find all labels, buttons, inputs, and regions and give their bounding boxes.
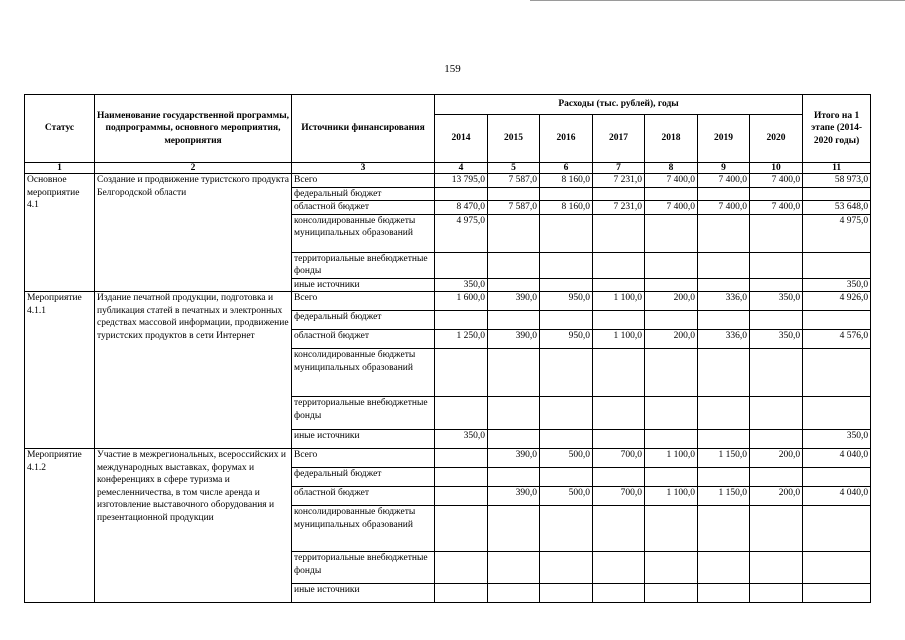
year-value-cell xyxy=(698,252,750,278)
funding-source-cell: Всего xyxy=(292,174,435,188)
year-value-cell xyxy=(540,397,593,430)
year-value-cell xyxy=(750,397,803,430)
year-value-cell xyxy=(698,278,750,292)
year-value-cell xyxy=(645,252,698,278)
year-value-cell xyxy=(488,252,540,278)
year-value-cell xyxy=(488,397,540,430)
year-value-cell xyxy=(593,552,645,584)
header-year: 2015 xyxy=(488,115,540,163)
year-value-cell: 1 250,0 xyxy=(435,330,488,349)
year-value-cell xyxy=(750,506,803,552)
year-value-cell xyxy=(540,584,593,603)
year-value-cell xyxy=(645,430,698,449)
total-value-cell: 53 648,0 xyxy=(803,201,871,215)
status-cell: Мероприятие 4.1.1 xyxy=(25,292,95,449)
funding-source-cell: иные источники xyxy=(292,278,435,292)
year-value-cell xyxy=(750,252,803,278)
status-cell: Основное мероприятие 4.1 xyxy=(25,174,95,292)
year-value-cell xyxy=(488,584,540,603)
year-value-cell: 7 400,0 xyxy=(698,201,750,215)
funding-source-cell: федеральный бюджет xyxy=(292,468,435,487)
year-value-cell: 1 100,0 xyxy=(593,330,645,349)
column-number: 5 xyxy=(488,163,540,174)
year-value-cell xyxy=(645,349,698,397)
table-row xyxy=(25,292,871,311)
activity-name-cell: Издание печатной продукции, подготовка и публикация статей в печатных и электронных средствах массовой информации, продвижение туристских продуктов в сети Интернет xyxy=(95,292,292,449)
total-value-cell: 4 576,0 xyxy=(803,330,871,349)
year-value-cell xyxy=(435,506,488,552)
total-value-cell xyxy=(803,397,871,430)
column-number: 10 xyxy=(750,163,803,174)
year-value-cell xyxy=(750,430,803,449)
year-value-cell xyxy=(488,214,540,252)
year-value-cell: 7 587,0 xyxy=(488,201,540,215)
funding-source-cell: иные источники xyxy=(292,430,435,449)
year-value-cell xyxy=(540,349,593,397)
year-value-cell xyxy=(488,506,540,552)
total-value-cell: 4 040,0 xyxy=(803,487,871,506)
column-number: 8 xyxy=(645,163,698,174)
total-value-cell xyxy=(803,252,871,278)
year-value-cell: 390,0 xyxy=(488,330,540,349)
header-sources: Источники финансирования xyxy=(292,95,435,163)
column-number: 7 xyxy=(593,163,645,174)
funding-source-cell: иные источники xyxy=(292,584,435,603)
total-value-cell: 350,0 xyxy=(803,278,871,292)
year-value-cell xyxy=(698,349,750,397)
funding-source-cell: Всего xyxy=(292,292,435,311)
funding-source-cell: территориальные внебюджетные фонды xyxy=(292,552,435,584)
year-value-cell: 500,0 xyxy=(540,449,593,468)
header-year: 2020 xyxy=(750,115,803,163)
year-value-cell xyxy=(593,311,645,330)
year-value-cell: 700,0 xyxy=(593,487,645,506)
year-value-cell xyxy=(540,430,593,449)
year-value-cell xyxy=(645,311,698,330)
year-value-cell: 200,0 xyxy=(750,487,803,506)
year-value-cell xyxy=(540,311,593,330)
year-value-cell xyxy=(488,468,540,487)
year-value-cell xyxy=(593,506,645,552)
total-value-cell xyxy=(803,506,871,552)
year-value-cell: 350,0 xyxy=(750,330,803,349)
year-value-cell xyxy=(698,214,750,252)
header-expenses: Расходы (тыс. рублей), годы xyxy=(435,95,803,115)
column-number: 1 xyxy=(25,163,95,174)
year-value-cell: 500,0 xyxy=(540,487,593,506)
year-value-cell xyxy=(435,468,488,487)
table-row xyxy=(25,449,871,468)
year-value-cell xyxy=(435,311,488,330)
year-value-cell xyxy=(435,552,488,584)
total-value-cell: 4 926,0 xyxy=(803,292,871,311)
year-value-cell xyxy=(645,552,698,584)
year-value-cell: 336,0 xyxy=(698,292,750,311)
column-number: 11 xyxy=(803,163,871,174)
funding-source-cell: консолидированные бюджеты муниципальных образований xyxy=(292,506,435,552)
year-value-cell: 200,0 xyxy=(645,292,698,311)
year-value-cell xyxy=(750,278,803,292)
year-value-cell xyxy=(435,349,488,397)
header-year: 2014 xyxy=(435,115,488,163)
year-value-cell: 8 160,0 xyxy=(540,174,593,188)
year-value-cell: 4 975,0 xyxy=(435,214,488,252)
year-value-cell xyxy=(488,187,540,201)
column-number: 6 xyxy=(540,163,593,174)
year-value-cell xyxy=(645,187,698,201)
year-value-cell xyxy=(488,430,540,449)
year-value-cell xyxy=(750,214,803,252)
year-value-cell: 350,0 xyxy=(750,292,803,311)
year-value-cell xyxy=(540,187,593,201)
header-name: Наименование государственной программы, подпрограммы, основного мероприятия, мероприятия xyxy=(95,95,292,163)
funding-source-cell: территориальные внебюджетные фонды xyxy=(292,252,435,278)
year-value-cell: 200,0 xyxy=(645,330,698,349)
total-value-cell xyxy=(803,349,871,397)
year-value-cell xyxy=(645,584,698,603)
year-value-cell: 7 400,0 xyxy=(645,174,698,188)
year-value-cell: 1 150,0 xyxy=(698,487,750,506)
year-value-cell: 7 231,0 xyxy=(593,174,645,188)
total-value-cell xyxy=(803,187,871,201)
year-value-cell: 390,0 xyxy=(488,449,540,468)
year-value-cell: 7 400,0 xyxy=(750,174,803,188)
total-value-cell xyxy=(803,584,871,603)
year-value-cell xyxy=(698,397,750,430)
activity-name-cell: Участие в межрегиональных, всероссийских и международных выставках, форумах и конференциях в сфере туризма и ремесленничества, в том числе аренда и изготовление выставочного оборудования и презентационной продукции xyxy=(95,449,292,603)
header-status: Статус xyxy=(25,95,95,163)
funding-source-cell: федеральный бюджет xyxy=(292,187,435,201)
year-value-cell xyxy=(488,552,540,584)
year-value-cell: 7 400,0 xyxy=(645,201,698,215)
year-value-cell: 336,0 xyxy=(698,330,750,349)
year-value-cell: 1 150,0 xyxy=(698,449,750,468)
year-value-cell: 8 470,0 xyxy=(435,201,488,215)
header-year: 2019 xyxy=(698,115,750,163)
year-value-cell xyxy=(750,584,803,603)
year-value-cell xyxy=(645,278,698,292)
year-value-cell xyxy=(435,584,488,603)
year-value-cell xyxy=(540,278,593,292)
funding-source-cell: федеральный бюджет xyxy=(292,311,435,330)
year-value-cell: 200,0 xyxy=(750,449,803,468)
activity-name-cell: Создание и продвижение туристского продукта Белгородской области xyxy=(95,174,292,292)
column-number: 2 xyxy=(95,163,292,174)
table-row xyxy=(25,174,871,188)
total-value-cell xyxy=(803,552,871,584)
year-value-cell xyxy=(698,584,750,603)
year-value-cell xyxy=(645,397,698,430)
funding-source-cell: областной бюджет xyxy=(292,487,435,506)
year-value-cell: 950,0 xyxy=(540,330,593,349)
year-value-cell xyxy=(435,252,488,278)
scan-edge-line xyxy=(530,0,905,1)
year-value-cell xyxy=(750,349,803,397)
year-value-cell: 1 100,0 xyxy=(645,449,698,468)
year-value-cell xyxy=(698,552,750,584)
year-value-cell: 13 795,0 xyxy=(435,174,488,188)
year-value-cell xyxy=(488,278,540,292)
year-value-cell xyxy=(435,187,488,201)
year-value-cell: 350,0 xyxy=(435,278,488,292)
year-value-cell: 1 100,0 xyxy=(593,292,645,311)
header-year: 2016 xyxy=(540,115,593,163)
year-value-cell: 390,0 xyxy=(488,292,540,311)
year-value-cell: 700,0 xyxy=(593,449,645,468)
year-value-cell: 390,0 xyxy=(488,487,540,506)
header-total: Итого на 1 этапе (2014-2020 годы) xyxy=(803,95,871,163)
year-value-cell xyxy=(540,214,593,252)
year-value-cell xyxy=(540,468,593,487)
year-value-cell: 8 160,0 xyxy=(540,201,593,215)
year-value-cell xyxy=(645,214,698,252)
total-value-cell: 4 040,0 xyxy=(803,449,871,468)
year-value-cell: 7 400,0 xyxy=(698,174,750,188)
year-value-cell xyxy=(593,397,645,430)
header-year: 2018 xyxy=(645,115,698,163)
year-value-cell: 7 400,0 xyxy=(750,201,803,215)
year-value-cell xyxy=(488,349,540,397)
year-value-cell xyxy=(645,468,698,487)
year-value-cell xyxy=(698,430,750,449)
year-value-cell xyxy=(540,552,593,584)
year-value-cell xyxy=(540,506,593,552)
funding-source-cell: областной бюджет xyxy=(292,330,435,349)
year-value-cell: 950,0 xyxy=(540,292,593,311)
year-value-cell xyxy=(750,311,803,330)
total-value-cell: 58 973,0 xyxy=(803,174,871,188)
column-number: 9 xyxy=(698,163,750,174)
page-number: 159 xyxy=(444,63,461,75)
column-number: 4 xyxy=(435,163,488,174)
year-value-cell xyxy=(593,468,645,487)
year-value-cell xyxy=(698,187,750,201)
status-cell: Мероприятие 4.1.2 xyxy=(25,449,95,603)
funding-source-cell: областной бюджет xyxy=(292,201,435,215)
year-value-cell xyxy=(435,487,488,506)
year-value-cell xyxy=(593,252,645,278)
total-value-cell: 4 975,0 xyxy=(803,214,871,252)
funding-source-cell: Всего xyxy=(292,449,435,468)
year-value-cell xyxy=(488,311,540,330)
year-value-cell xyxy=(750,468,803,487)
year-value-cell xyxy=(750,552,803,584)
year-value-cell: 7 587,0 xyxy=(488,174,540,188)
year-value-cell xyxy=(593,214,645,252)
year-value-cell xyxy=(593,584,645,603)
header-year: 2017 xyxy=(593,115,645,163)
year-value-cell xyxy=(698,468,750,487)
year-value-cell: 1 100,0 xyxy=(645,487,698,506)
year-value-cell xyxy=(540,252,593,278)
year-value-cell xyxy=(593,187,645,201)
year-value-cell xyxy=(593,278,645,292)
total-value-cell: 350,0 xyxy=(803,430,871,449)
year-value-cell xyxy=(593,349,645,397)
funding-source-cell: консолидированные бюджеты муниципальных образований xyxy=(292,214,435,252)
column-number: 3 xyxy=(292,163,435,174)
year-value-cell xyxy=(645,506,698,552)
budget-table xyxy=(24,94,871,603)
year-value-cell: 7 231,0 xyxy=(593,201,645,215)
funding-source-cell: консолидированные бюджеты муниципальных образований xyxy=(292,349,435,397)
year-value-cell: 1 600,0 xyxy=(435,292,488,311)
year-value-cell xyxy=(593,430,645,449)
funding-source-cell: территориальные внебюджетные фонды xyxy=(292,397,435,430)
total-value-cell xyxy=(803,468,871,487)
year-value-cell xyxy=(698,506,750,552)
year-value-cell xyxy=(698,311,750,330)
year-value-cell xyxy=(435,449,488,468)
year-value-cell xyxy=(435,397,488,430)
total-value-cell xyxy=(803,311,871,330)
year-value-cell xyxy=(750,187,803,201)
year-value-cell: 350,0 xyxy=(435,430,488,449)
